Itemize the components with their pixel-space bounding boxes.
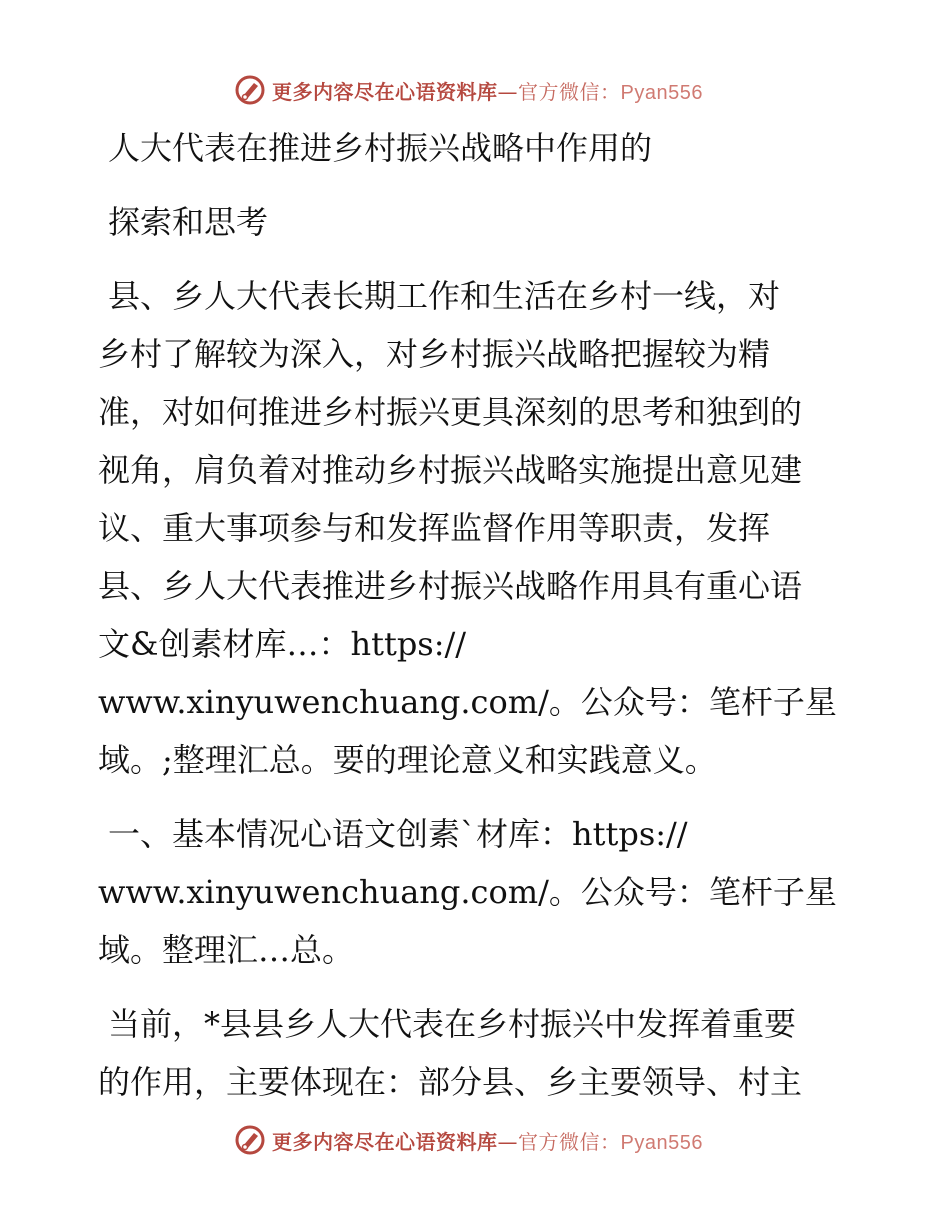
watermark-text xyxy=(272,1126,703,1155)
paragraph-line: 乡村了解较为深入，对乡村振兴战略把握较为精 xyxy=(98,335,771,373)
section-heading-line: 域。整理汇…总。 xyxy=(98,931,355,969)
document-title-line-2: 探索和思考 xyxy=(108,203,269,241)
watermark-wechat-label: 官方微信： xyxy=(518,1129,621,1154)
watermark-dash: — xyxy=(497,1129,518,1154)
brand-logo-icon xyxy=(234,1124,266,1156)
watermark-text xyxy=(272,76,703,105)
watermark-wechat-id: Pyan556 xyxy=(620,1131,703,1154)
paragraph-line: 文&创素材库…：https:// xyxy=(98,625,467,663)
watermark-banner-top xyxy=(0,70,950,110)
watermark-brand: 更多内容尽在心语资料库 xyxy=(272,1129,498,1154)
paragraph-line: 的作用，主要体现在：部分县、乡主要领导、村主 xyxy=(98,1063,803,1101)
paragraph-line: 议、重大事项参与和发挥监督作用等职责，发挥 xyxy=(98,509,771,547)
section-heading-line: www.xinyuwenchuang.com/。公众号：笔杆子星 xyxy=(98,873,837,911)
section-heading-line: 一、基本情况心语文创素`材库：https:// xyxy=(108,815,688,853)
watermark-wechat-label: 官方微信： xyxy=(518,79,621,104)
brand-logo-icon xyxy=(234,74,266,106)
watermark-brand: 更多内容尽在心语资料库 xyxy=(272,79,498,104)
paragraph-line: 当前，*县县乡人大代表在乡村振兴中发挥着重要 xyxy=(108,1005,797,1043)
paragraph-line: 县、乡人大代表长期工作和生活在乡村一线，对 xyxy=(108,277,781,315)
paragraph-line: 视角，肩负着对推动乡村振兴战略实施提出意见建 xyxy=(98,451,803,489)
watermark-banner-bottom xyxy=(0,1120,950,1160)
watermark-wechat-id: Pyan556 xyxy=(620,81,703,104)
watermark-dash: — xyxy=(497,79,518,104)
paragraph-line: 县、乡人大代表推进乡村振兴战略作用具有重心语 xyxy=(98,567,803,605)
paragraph-line: 域。;整理汇总。要的理论意义和实践意义。 xyxy=(98,741,717,779)
paragraph-line: 准，对如何推进乡村振兴更具深刻的思考和独到的 xyxy=(98,393,803,431)
document-title-line-1: 人大代表在推进乡村振兴战略中作用的 xyxy=(108,129,653,167)
paragraph-line: www.xinyuwenchuang.com/。公众号：笔杆子星 xyxy=(98,683,837,721)
